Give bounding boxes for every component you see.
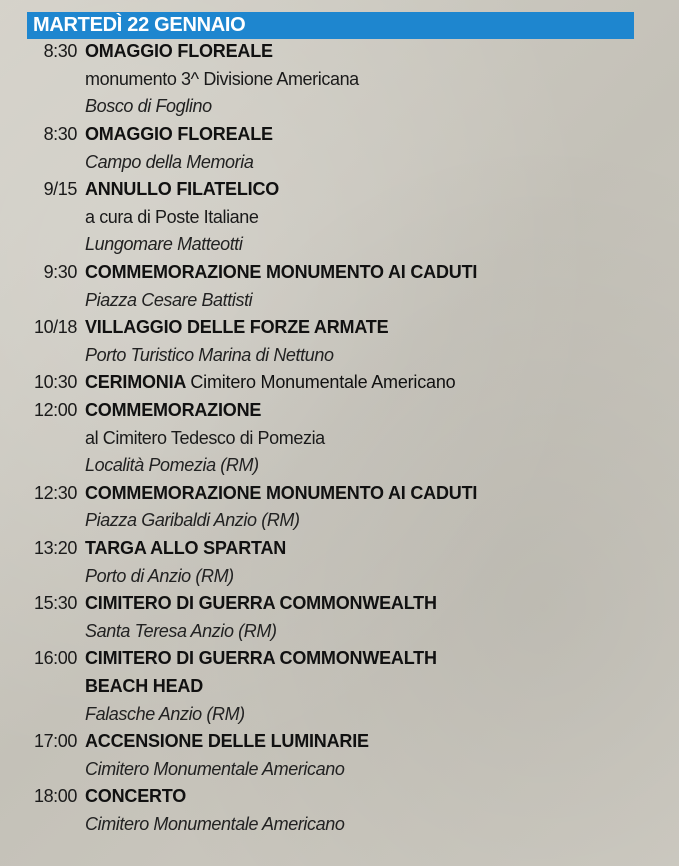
- event-title: CONCERTO: [85, 786, 187, 807]
- event-location: Località Pomezia (RM): [85, 455, 259, 476]
- event-row: [0, 590, 679, 618]
- event-location: Piazza Garibaldi Anzio (RM): [85, 510, 300, 531]
- event-program: [0, 38, 679, 838]
- event-location-row: [0, 93, 679, 121]
- date-header: [27, 12, 634, 39]
- event-time: 13:20: [33, 537, 77, 558]
- event-title-continued-row: [0, 673, 679, 701]
- event-time: 9:30: [43, 262, 77, 283]
- event-location-row: [0, 811, 679, 839]
- event-location: Porto di Anzio (RM): [85, 565, 234, 586]
- event-location-row: [0, 755, 679, 783]
- event-location-row: [0, 342, 679, 370]
- event-detail-row: [0, 204, 679, 232]
- event-title-bold: CERIMONIA: [85, 372, 186, 393]
- event-time: 10/18: [33, 317, 77, 338]
- event-location-row: [0, 562, 679, 590]
- event-row: [0, 259, 679, 287]
- event-row: [0, 176, 679, 204]
- event-location: Lungomare Matteotti: [85, 234, 243, 255]
- event-location-row: [0, 286, 679, 314]
- event-location-row: [0, 617, 679, 645]
- event-title: COMMEMORAZIONE MONUMENTO AI CADUTI: [85, 262, 478, 283]
- event-location: Cimitero Monumentale Americano: [85, 813, 345, 834]
- event-location: Campo della Memoria: [85, 151, 254, 172]
- event-time: 17:00: [33, 731, 77, 752]
- event-row: [0, 535, 679, 563]
- event-location-row: [0, 507, 679, 535]
- event-description: al Cimitero Tedesco di Pomezia: [85, 427, 325, 448]
- event-detail-row: [0, 66, 679, 94]
- event-title: CIMITERO DI GUERRA COMMONWEALTH: [85, 593, 437, 614]
- event-time: 8:30: [43, 41, 77, 62]
- event-title: CIMITERO DI GUERRA COMMONWEALTH: [85, 648, 437, 669]
- event-location-row: [0, 231, 679, 259]
- event-row: [0, 314, 679, 342]
- event-time: 16:00: [33, 648, 77, 669]
- event-title: ACCENSIONE DELLE LUMINARIE: [85, 731, 369, 752]
- event-description: a cura di Poste Italiane: [85, 206, 259, 227]
- event-detail-row: [0, 424, 679, 452]
- event-time: 18:00: [33, 786, 77, 807]
- event-title: COMMEMORAZIONE: [85, 400, 262, 421]
- event-title-continued: BEACH HEAD: [85, 675, 204, 696]
- date-title: MARTEDÌ 22 GENNAIO: [33, 14, 246, 36]
- event-row: [0, 397, 679, 425]
- event-row: [0, 38, 679, 66]
- event-row: [0, 783, 679, 811]
- event-row: [0, 369, 679, 397]
- event-title: COMMEMORAZIONE MONUMENTO AI CADUTI: [85, 482, 478, 503]
- event-row: [0, 480, 679, 508]
- event-title: TARGA ALLO SPARTAN: [85, 537, 287, 558]
- event-row: [0, 728, 679, 756]
- event-location-row: [0, 148, 679, 176]
- event-location: Porto Turistico Marina di Nettuno: [85, 344, 334, 365]
- event-row: [0, 645, 679, 673]
- event-title: ANNULLO FILATELICO: [85, 179, 280, 200]
- event-title: OMAGGIO FLOREALE: [85, 124, 273, 145]
- event-location: Falasche Anzio (RM): [85, 703, 245, 724]
- event-location-row: [0, 452, 679, 480]
- event-location: Cimitero Monumentale Americano: [85, 758, 345, 779]
- event-location-row: [0, 700, 679, 728]
- event-location: Bosco di Foglino: [85, 96, 212, 117]
- event-title-suffix: Cimitero Monumentale Americano: [190, 372, 456, 393]
- event-time: 15:30: [33, 593, 77, 614]
- event-time: 12:30: [33, 482, 77, 503]
- event-time: 9/15: [43, 179, 77, 200]
- event-title: VILLAGGIO DELLE FORZE ARMATE: [85, 317, 389, 338]
- event-description: monumento 3^ Divisione Americana: [85, 68, 359, 89]
- event-title: [85, 372, 455, 393]
- event-time: 8:30: [43, 124, 77, 145]
- event-title: OMAGGIO FLOREALE: [85, 41, 273, 62]
- event-time: 12:00: [33, 400, 77, 421]
- event-row: [0, 121, 679, 149]
- event-time: 10:30: [33, 372, 77, 393]
- event-location: Santa Teresa Anzio (RM): [85, 620, 277, 641]
- event-location: Piazza Cesare Battisti: [85, 289, 253, 310]
